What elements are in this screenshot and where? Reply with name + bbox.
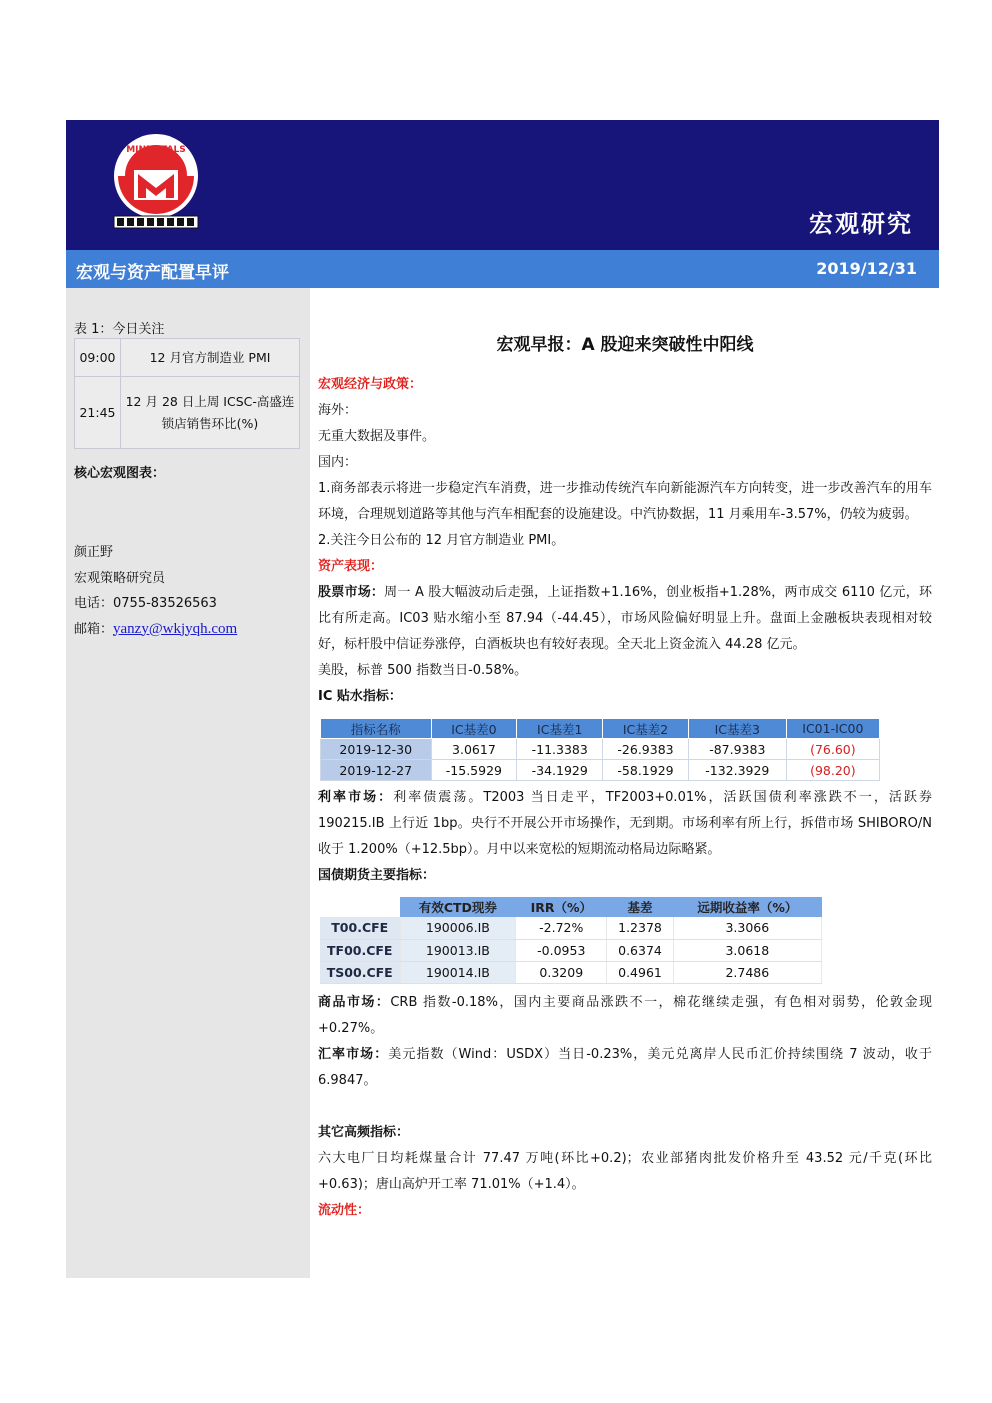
table-cell: (98.20) bbox=[786, 760, 879, 781]
table-cell: 3.0618 bbox=[673, 939, 821, 961]
ic-label: IC 贴水指标： bbox=[318, 689, 402, 704]
analyst-title: 宏观策略研究员 bbox=[74, 570, 166, 586]
commodity-text: CRB 指数-0.18%，国内主要商品涨跌不一，棉花继续走强，有色相对弱势，伦敦金现+0.27%。 bbox=[318, 994, 932, 1036]
table-cell: -34.1929 bbox=[517, 760, 603, 781]
column-header bbox=[320, 897, 400, 917]
analyst-phone: 电话：0755-83526563 bbox=[74, 596, 217, 611]
analyst-email-row bbox=[74, 617, 237, 643]
high-frequency-text: 六大电厂日均耗煤量合计 77.47 万吨(环比+0.2)；农业部猪肉批发价格升至 43.52 元/千克(环比+0.63)；唐山高炉开工率 71.01%（+1.4）。 bbox=[318, 1150, 932, 1192]
event-name: 12 月 28 日上周 ICSC-高盛连锁店销售环比(%) bbox=[121, 377, 300, 449]
domestic-label: 国内： bbox=[318, 455, 358, 470]
section-heading-liquidity: 流动性： bbox=[318, 1202, 371, 1218]
table-cell: 190006.IB bbox=[400, 917, 516, 939]
main-content bbox=[318, 330, 932, 1224]
core-charts-label: 核心宏观图表： bbox=[74, 466, 166, 481]
sidebar bbox=[66, 288, 310, 1278]
ic-basis-table bbox=[320, 718, 880, 781]
rate-paragraph bbox=[318, 785, 932, 863]
bond-futures-table bbox=[320, 897, 822, 984]
column-header: IRR（%） bbox=[516, 897, 607, 917]
column-header: 指标名称 bbox=[321, 719, 432, 739]
event-time: 21:45 bbox=[75, 377, 121, 449]
table-row bbox=[75, 339, 300, 377]
table-cell: T00.CFE bbox=[320, 917, 400, 939]
table-cell: 2019-12-30 bbox=[321, 739, 432, 760]
table-cell: 1.2378 bbox=[607, 917, 673, 939]
table-cell: -58.1929 bbox=[603, 760, 689, 781]
bond-futures-label: 国债期货主要指标： bbox=[318, 868, 436, 883]
commodity-label: 商品市场： bbox=[318, 994, 391, 1010]
table-cell: -26.9383 bbox=[603, 739, 689, 760]
table-cell: 0.6374 bbox=[607, 939, 673, 961]
focus-table-caption: 表 1：今日关注 bbox=[74, 322, 165, 337]
report-subheader bbox=[66, 250, 939, 288]
table-row bbox=[75, 377, 300, 449]
column-header: IC基差1 bbox=[517, 719, 603, 739]
table-cell: -132.3929 bbox=[688, 760, 786, 781]
overseas-label: 海外： bbox=[318, 403, 358, 418]
column-header: IC基差0 bbox=[431, 719, 517, 739]
analyst-name: 颜正野 bbox=[74, 545, 114, 560]
table-row bbox=[320, 939, 822, 961]
section-heading-macro: 宏观经济与政策： bbox=[318, 377, 423, 392]
table-cell: -0.0953 bbox=[516, 939, 607, 961]
rate-text: 利率债震荡。T2003 当日走平，TF2003+0.01%，活跃国债利率涨跌不一，活跃券 190215.IB 上行近 1bp。央行不开展公开市场操作，无到期。市场利率有所上行，拆借市场 SHIBORO/N 收于 1.200%（+12.5bp）。月中以来宽松的短期流动格局边际略紧。 bbox=[318, 790, 932, 857]
svg-text:MINMETALS: MINMETALS bbox=[126, 145, 186, 155]
rate-label: 利率市场： bbox=[318, 790, 394, 805]
email-link[interactable]: yanzy@wkjyqh.com bbox=[113, 620, 238, 637]
table-cell: 0.3209 bbox=[516, 961, 607, 983]
report-date: 2019/12/31 bbox=[816, 259, 917, 278]
table-cell: TF00.CFE bbox=[320, 939, 400, 961]
table-cell: -2.72% bbox=[516, 917, 607, 939]
event-name: 12 月官方制造业 PMI bbox=[121, 339, 300, 377]
table-row bbox=[321, 739, 880, 760]
table-cell: 190014.IB bbox=[400, 961, 516, 983]
commodity-paragraph bbox=[318, 990, 932, 1042]
stock-paragraph bbox=[318, 580, 932, 658]
table-cell: 2019-12-27 bbox=[321, 760, 432, 781]
fx-text: 美元指数（Wind：USDX）当日-0.23%，美元兑离岸人民币汇价持续围绕 7 波动，收于 6.9847。 bbox=[318, 1046, 932, 1088]
minmetals-logo bbox=[106, 132, 206, 232]
focus-events-table bbox=[74, 338, 300, 449]
event-time: 09:00 bbox=[75, 339, 121, 377]
table-cell: 3.3066 bbox=[673, 917, 821, 939]
fx-label: 汇率市场： bbox=[318, 1046, 389, 1062]
table-cell: 3.0617 bbox=[431, 739, 517, 760]
table-row bbox=[320, 961, 822, 983]
report-series-title: 宏观与资产配置早评 bbox=[76, 263, 229, 283]
analyst-info bbox=[74, 540, 237, 642]
column-header: 远期收益率（%） bbox=[673, 897, 821, 917]
table-cell: -87.9383 bbox=[688, 739, 786, 760]
column-header: IC01-IC00 bbox=[786, 719, 879, 739]
table-cell: (76.60) bbox=[786, 739, 879, 760]
stock-text: 周一 A 股大幅波动后走强，上证指数+1.16%，创业板指+1.28%，两市成交 6110 亿元，环比有所走高。IC03 贴水缩小至 87.94（-44.45），市场风险偏好明显上升。盘面上金融板块表现相对较好，标杆股中信证券涨停，白酒板块也有较好表现。全天北上资金流入 44.28 亿元。 bbox=[318, 585, 932, 652]
brand-title: 宏观研究 bbox=[809, 210, 913, 238]
email-label: 邮箱： bbox=[74, 621, 114, 637]
domestic-item-1: 1.商务部表示将进一步稳定汽车消费，进一步推动传统汽车向新能源汽车方向转变，进一步改善汽车的用车环境，合理规划道路等其他与汽车相配套的设施建设。中汽协数据，11 月乘用车-3.57%，仍较为疲弱。 bbox=[318, 481, 932, 522]
spacer bbox=[318, 1094, 932, 1120]
table-cell: -15.5929 bbox=[431, 760, 517, 781]
table-cell: 190013.IB bbox=[400, 939, 516, 961]
table-cell: 2.7486 bbox=[673, 961, 821, 983]
column-header: IC基差2 bbox=[603, 719, 689, 739]
table-row bbox=[320, 917, 822, 939]
stock-label: 股票市场： bbox=[318, 585, 385, 600]
us-stock-text: 美股，标普 500 指数当日-0.58%。 bbox=[318, 663, 528, 678]
column-header: IC基差3 bbox=[688, 719, 786, 739]
document-title: 宏观早报：A 股迎来突破性中阳线 bbox=[496, 335, 754, 355]
high-frequency-label: 其它高频指标： bbox=[318, 1124, 410, 1140]
fx-paragraph bbox=[318, 1042, 932, 1094]
table-header-row bbox=[321, 719, 880, 739]
column-header: 基差 bbox=[607, 897, 673, 917]
overseas-text: 无重大数据及事件。 bbox=[318, 429, 436, 444]
column-header: 有效CTD现券 bbox=[400, 897, 516, 917]
section-heading-assets: 资产表现： bbox=[318, 559, 384, 574]
domestic-item-2: 2.关注今日公布的 12 月官方制造业 PMI。 bbox=[318, 533, 565, 548]
table-row bbox=[321, 760, 880, 781]
table-header-row bbox=[320, 897, 822, 917]
table-cell: 0.4961 bbox=[607, 961, 673, 983]
report-header bbox=[66, 120, 939, 250]
table-cell: -11.3383 bbox=[517, 739, 603, 760]
table-cell: TS00.CFE bbox=[320, 961, 400, 983]
